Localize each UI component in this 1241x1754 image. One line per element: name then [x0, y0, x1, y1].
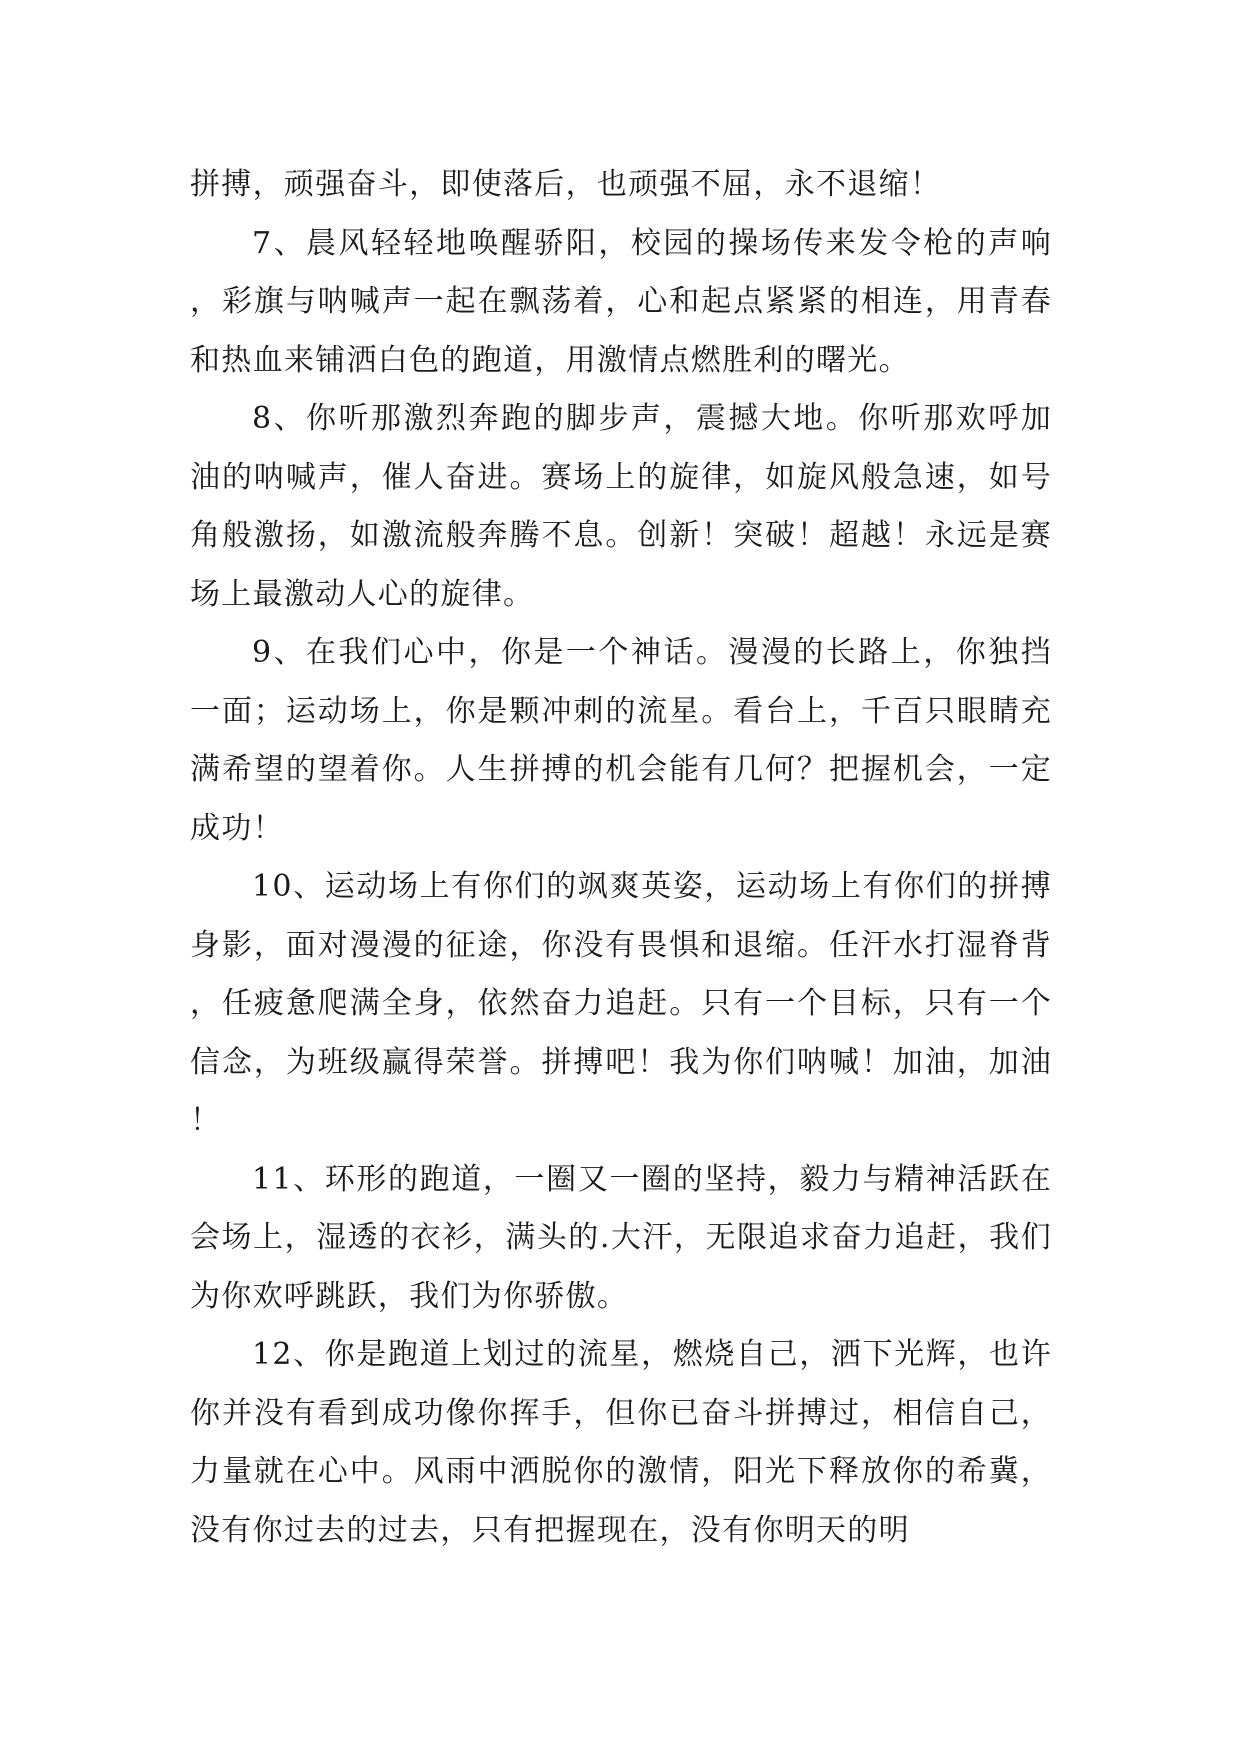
- paragraph-7: 7、晨风轻轻地唤醒骄阳，校园的操场传来发令枪的声响，彩旗与呐喊声一起在飘荡着，心和起点紧紧的相连，用青春和热血来铺洒白色的跑道，用激情点燃胜利的曙光。: [190, 225, 1052, 378]
- paragraph-8: 8、你听那激烈奔跑的脚步声，震撼大地。你听那欢呼加油的呐喊声，催人奋进。赛场上的旋律，如旋风般急速，如号角般激扬，如激流般奔腾不息。创新！突破！超越！永远是赛场上最激动人心的旋律。: [190, 401, 1052, 612]
- paragraph-9: 9、在我们心中，你是一个神话。漫漫的长路上，你独挡一面；运动场上，你是颗冲刺的流星。看台上，千百只眼睛充满希望的望着你。人生拼搏的机会能有几何？把握机会，一定成功！: [190, 635, 1052, 846]
- document-page: [190, 156, 1052, 1560]
- paragraph-10: 10、运动场上有你们的飒爽英姿，运动场上有你们的拼搏身影，面对漫漫的征途，你没有畏惧和退缩。任汗水打湿脊背，任疲惫爬满全身，依然奋力追赶。只有一个目标，只有一个信念，为班级赢得荣誉。拼搏吧！我为你们呐喊！加油，加油！: [190, 869, 1052, 1138]
- paragraph-12: 12、你是跑道上划过的流星，燃烧自己，洒下光辉，也许你并没有看到成功像你挥手，但你已奋斗拼搏过，相信自己，力量就在心中。风雨中洒脱你的激情，阳光下释放你的希冀，没有你过去的过去，只有把握现在，没有你明天的明: [190, 1337, 1052, 1548]
- paragraph-continuation: 拼搏，顽强奋斗，即使落后，也顽强不屈，永不退缩！: [190, 167, 942, 202]
- paragraph-11: 11、环形的跑道，一圈又一圈的坚持，毅力与精神活跃在会场上，湿透的衣衫，满头的.大汗，无限追求奋力追赶，我们为你欢呼跳跃，我们为你骄傲。: [190, 1161, 1052, 1314]
